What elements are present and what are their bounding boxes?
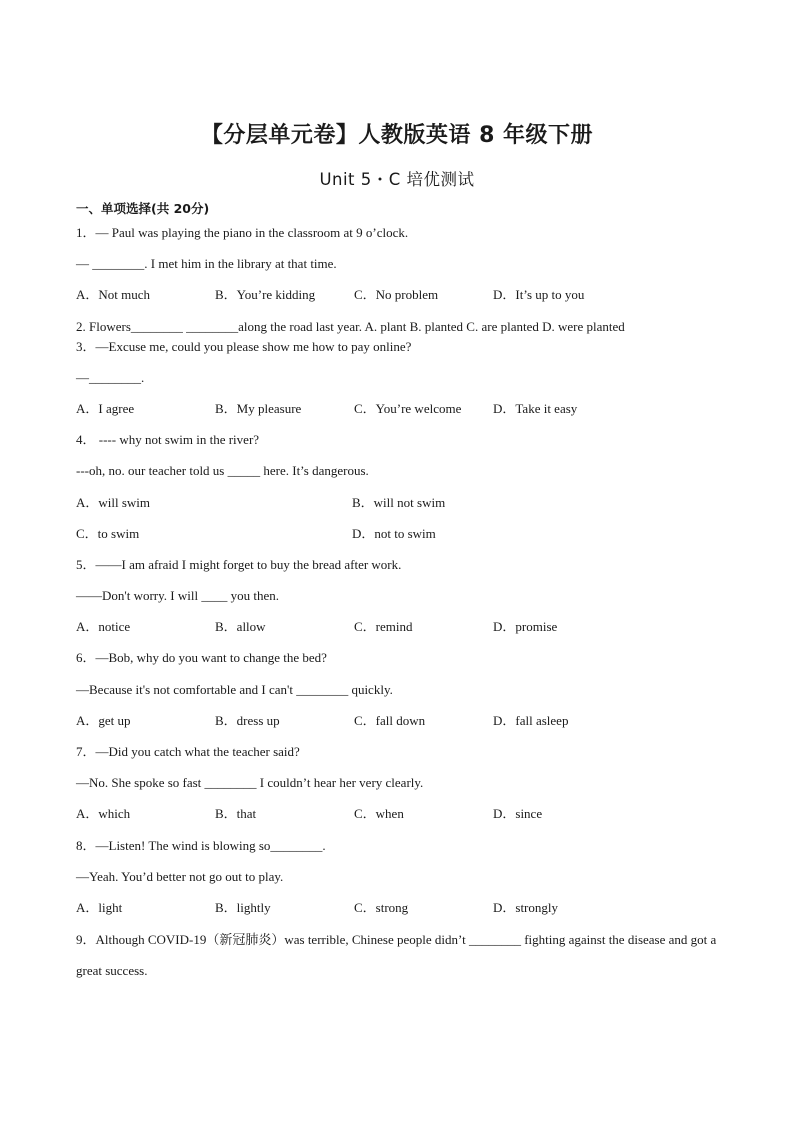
question-1 [76,223,726,317]
option-d[interactable]: D．strongly [493,899,559,915]
question-list [76,223,726,980]
options-row [76,711,726,742]
option-c[interactable]: C．strong [354,899,409,915]
question-3 [76,337,726,431]
option-c[interactable]: C．No problem [354,287,439,303]
option-c[interactable]: C．You’re welcome [354,400,462,416]
option-b[interactable]: B．lightly [215,899,271,915]
question-6 [76,648,726,742]
option-a[interactable]: A．get up [76,712,131,728]
question-stem: 6．—Bob, why do you want to change the bed? [76,650,327,666]
option-d[interactable]: D．promise [493,619,558,635]
question-stem: 7．—Did you catch what the teacher said? [76,744,300,760]
option-c[interactable]: C．when [354,806,404,822]
option-b[interactable]: B．that [215,806,257,822]
question-stem: 2. Flowers________ ________along the road last year. A. plant B. planted C. are planted D. were planted [76,318,625,334]
options-row [76,399,726,430]
option-a[interactable]: A．Not much [76,287,151,303]
question-stem: 8．—Listen! The wind is blowing so________. [76,837,326,853]
option-b[interactable]: B．allow [215,619,266,635]
option-a[interactable]: A．I agree [76,400,135,416]
question-stem: 9．Although COVID-19（新冠肺炎）was terrible, Chinese people didn’t ________ fighting against the disease and got a great success. [76,931,717,978]
option-b[interactable]: B．You’re kidding [215,287,316,303]
question-9 [76,924,726,986]
option-c[interactable]: C．fall down [354,712,426,728]
question-response: —Yeah. You’d better not go out to play. [76,868,284,884]
question-stem: 5．——I am afraid I might forget to buy the bread after work. [76,556,402,572]
question-response: — ________. I met him in the library at that time. [76,256,337,272]
option-b[interactable]: B．My pleasure [215,400,302,416]
option-a[interactable]: A．light [76,899,123,915]
option-d[interactable]: D．not to swim [352,525,436,541]
question-response: ——Don't worry. I will ____ you then. [76,588,279,604]
option-a[interactable]: A．which [76,806,131,822]
options-row [76,524,726,555]
question-response: ---oh, no. our teacher told us _____ here. It’s dangerous. [76,463,369,479]
question-7 [76,742,726,836]
options-row [76,804,726,835]
question-response: —No. She spoke so fast ________ I couldn’t hear her very clearly. [76,775,424,791]
option-a[interactable]: A．notice [76,619,131,635]
option-d[interactable]: D．fall asleep [493,712,569,728]
question-stem: 3．—Excuse me, could you please show me how to pay online? [76,338,412,354]
options-row [76,617,726,648]
question-8 [76,836,726,930]
option-b[interactable]: B．will not swim [352,494,446,510]
question-5 [76,555,726,649]
option-d[interactable]: D．since [493,806,543,822]
option-c[interactable]: C．to swim [76,525,140,541]
question-response: —Because it's not comfortable and I can't ________ quickly. [76,681,393,697]
option-a[interactable]: A．will swim [76,494,151,510]
page-title: 【分层单元卷】人教版英语 8 年级下册 [200,123,594,148]
question-response: —________. [76,369,145,385]
question-stem: 1．— Paul was playing the piano in the classroom at 9 o’clock. [76,225,409,240]
section-heading: 一、单项选择(共 20分) [76,201,210,216]
option-b[interactable]: B．dress up [215,712,280,728]
option-c[interactable]: C．remind [354,619,413,635]
option-d[interactable]: D．Take it easy [493,400,578,416]
option-d[interactable]: D．It’s up to you [493,287,585,303]
page-subtitle: Unit 5・C 培优测试 [319,170,475,189]
options-row [76,493,726,524]
question-stem: 4． ---- why not swim in the river? [76,432,260,448]
question-4 [76,430,726,555]
